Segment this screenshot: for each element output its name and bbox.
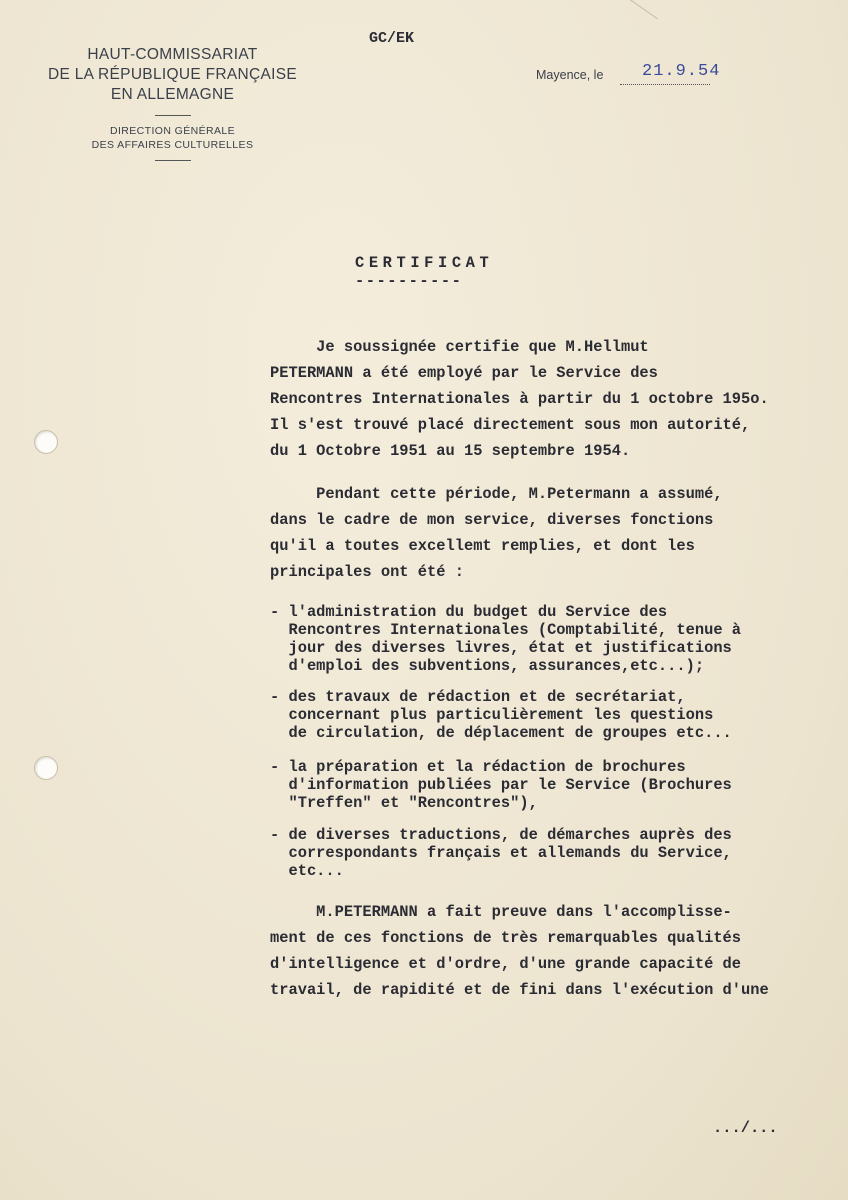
bullet-line: d'emploi des subventions, assurances,etc...);: [270, 657, 705, 675]
letterhead-dept-1: DIRECTION GÉNÉRALE: [109, 125, 236, 137]
text-line: Il s'est trouvé placé directement sous mon autorité,: [270, 416, 751, 434]
bullet-line: concernant plus particulièrement les questions: [270, 706, 714, 724]
bullet-line: - des travaux de rédaction et de secrétariat,: [270, 688, 686, 706]
text-line: M.PETERMANN a fait preuve dans l'accomplisse-: [270, 903, 732, 921]
text-line: qu'il a toutes excellemt remplies, et dont les: [270, 537, 695, 555]
letterhead-line-3: EN ALLEMAGNE: [110, 86, 235, 103]
bullet-line: de circulation, de déplacement de groupes etc...: [270, 724, 732, 742]
bullet-line: correspondants français et allemands du Service,: [270, 844, 732, 862]
letterhead-divider-2: [155, 160, 191, 161]
text-line: Rencontres Internationales à partir du 1 octobre 195o.: [270, 390, 769, 408]
bullet-line: d'information publiées par le Service (Brochures: [270, 776, 732, 794]
text-line: ment de ces fonctions de très remarquables qualités: [270, 929, 742, 947]
letterhead-line-2: DE LA RÉPUBLIQUE FRANÇAISE: [48, 66, 297, 83]
letterhead-dept-2: DES AFFAIRES CULTURELLES: [91, 139, 254, 151]
paper-scuff-mark: [606, 0, 658, 45]
bullet-line: jour des diverses livres, état et justifications: [270, 639, 732, 657]
reference-code: GC/EK: [369, 30, 415, 47]
bullet-line: - la préparation et la rédaction de brochures: [270, 758, 686, 776]
text-line: Je soussignée certifie que M.Hellmut: [270, 338, 649, 356]
punch-hole-top: [34, 430, 58, 454]
text-line: principales ont été :: [270, 563, 464, 581]
place-label: Mayence, le: [536, 68, 604, 82]
bullet-line: "Treffen" et "Rencontres"),: [270, 794, 538, 812]
letterhead-divider: [155, 115, 191, 116]
letterhead-line-1: HAUT-COMMISSARIAT: [87, 46, 258, 63]
text-line: Pendant cette période, M.Petermann a assumé,: [270, 485, 723, 503]
bullet-line: - l'administration du budget du Service des: [270, 603, 668, 621]
title-underline: ----------: [355, 272, 463, 290]
continuation-mark: .../...: [713, 1119, 778, 1137]
text-line: PETERMANN a été employé par le Service des: [270, 364, 658, 382]
bullet-line: etc...: [270, 862, 344, 880]
text-line: dans le cadre de mon service, diverses fonctions: [270, 511, 714, 529]
punch-hole-bottom: [34, 756, 58, 780]
document-title: CERTIFICAT: [355, 254, 494, 272]
text-line: d'intelligence et d'ordre, d'une grande capacité de: [270, 955, 742, 973]
date-stamp: 21.9.54: [642, 62, 721, 81]
letterhead: [40, 45, 305, 161]
text-line: du 1 Octobre 1951 au 15 septembre 1954.: [270, 442, 631, 460]
bullet-line: - de diverses traductions, de démarches auprès des: [270, 826, 732, 844]
bullet-line: Rencontres Internationales (Comptabilité, tenue à: [270, 621, 742, 639]
text-line: travail, de rapidité et de fini dans l'exécution d'une: [270, 981, 769, 999]
date-dotted-line: [620, 84, 710, 85]
